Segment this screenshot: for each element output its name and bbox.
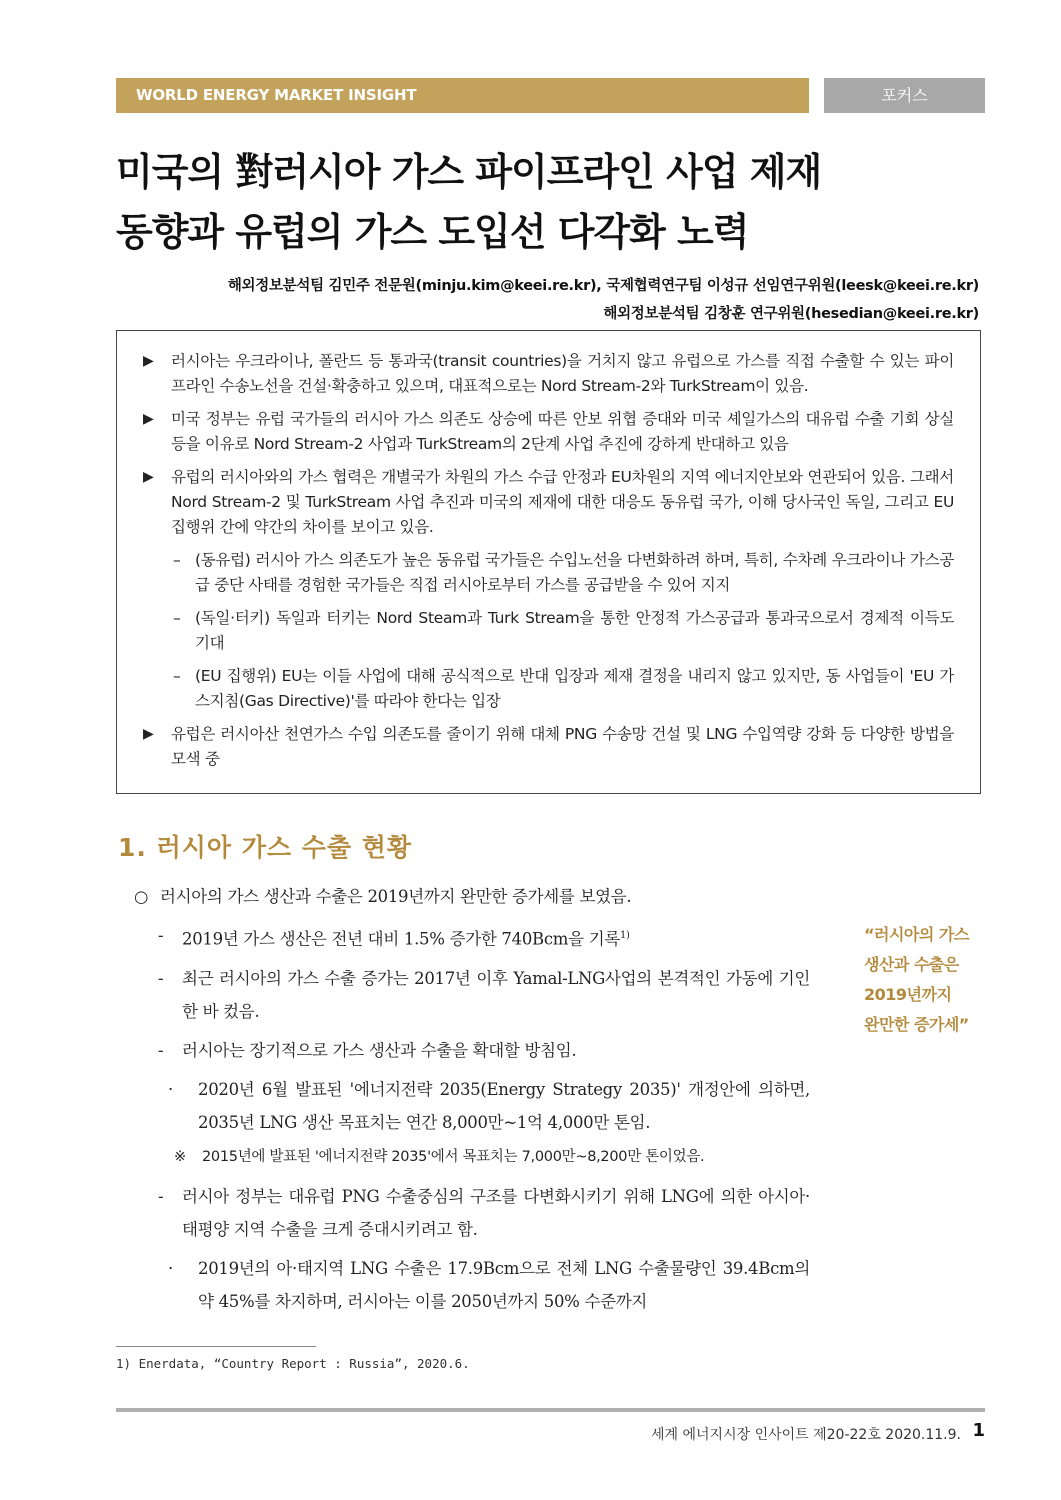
section-title: 1. 러시아 가스 수출 현황 <box>118 833 413 862</box>
summary-bullet <box>143 407 954 457</box>
summary-bullet <box>143 465 954 540</box>
summary-bullet <box>143 349 954 399</box>
title-line-1: 미국의 對러시아 가스 파이프라인 사업 제재 <box>116 150 822 194</box>
dash-bullet-icon: – <box>173 609 181 627</box>
note-text: 2015년에 발표된 '에너지전략 2035'에서 목표치는 7,000만~8,200만 톤이었음. <box>202 1148 705 1165</box>
paragraph-text: 러시아 정부는 대유럽 PNG 수출중심의 구조를 다변화시키기 위해 LNG에 의한 아시아·태평양 지역 수출을 크게 증대시키려고 함. <box>182 1186 810 1239</box>
summary-sub-text: (동유럽) 러시아 가스 의존도가 높은 동유럽 국가들은 수입노선을 다변화하려 하며, 특히, 수차례 우크라이나 가스공급 중단 사태를 경험한 국가들은 직접 러시아로부터 가스를 공급받을 수 있어 지지 <box>195 551 954 594</box>
footer-rule <box>116 1408 985 1412</box>
dot-bullet-icon: · <box>168 1079 173 1099</box>
body-paragraph <box>158 919 810 956</box>
dash-bullet-icon: - <box>158 1186 164 1206</box>
body-paragraph <box>168 1073 810 1139</box>
authors-line-2: 해외정보분석팀 김창훈 연구위원(hesedian@keei.re.kr) <box>603 306 979 322</box>
summary-sub-text: (EU 집행위) EU는 이들 사업에 대해 공식적으로 반대 입장과 제재 결정을 내리지 않고 있지만, 동 사업들이 'EU 가스지침(Gas Directive)'를 따라야 한다는 입장 <box>195 667 954 710</box>
summary-bullet-text: 미국 정부는 유럽 국가들의 러시아 가스 의존도 상승에 따른 안보 위협 증대와 미국 셰일가스의 대유럽 수출 기회 상실 등을 이유로 Nord Stream-2 사업과 TurkStream의 2단계 사업 추진에 강하게 반대하고 있음 <box>171 410 954 453</box>
pull-quote-line: 생산과 수출은 <box>864 955 959 974</box>
paragraph-text: 러시아의 가스 생산과 수출은 2019년까지 완만한 증가세를 보였음. <box>160 887 632 906</box>
footer-publication: 세계 에너지시장 인사이트 제20-22호 2020.11.9. <box>651 1427 961 1443</box>
footnote: 1) Enerdata, “Country Report : Russia”, 2020.6. <box>116 1356 470 1371</box>
paragraph-text: 2019년의 아·태지역 LNG 수출은 17.9Bcm으로 전체 LNG 수출물량인 39.4Bcm의 약 45%를 차지하며, 러시아는 이를 2050년까지 50% 수준까지 <box>198 1258 810 1311</box>
dash-bullet-icon: - <box>158 1040 164 1060</box>
summary-bullet-text: 러시아는 우크라이나, 폴란드 등 통과국(transit countries)을 거치지 않고 유럽으로 가스를 직접 수출할 수 있는 파이프라인 수송노선을 건설·확충하고 있으며, 대표적으로는 Nord Stream-2와 TurkStream이 있음. <box>171 352 954 395</box>
summary-sub-item <box>173 606 954 656</box>
pull-quote-line: 2019년까지 <box>864 985 952 1004</box>
authors <box>228 272 979 328</box>
paragraph-text: 최근 러시아의 가스 수출 증가는 2017년 이후 Yamal-LNG사업의 본격적인 가동에 기인한 바 컸음. <box>182 968 810 1021</box>
paragraph-text <box>182 919 810 956</box>
pull-quote <box>864 920 994 1040</box>
body-paragraph <box>134 880 810 913</box>
triangle-bullet-icon: ▶ <box>143 726 154 742</box>
title-line-2: 동향과 유럽의 가스 도입선 다각화 노력 <box>116 210 749 254</box>
summary-bullet-text: 유럽의 러시아와의 가스 협력은 개별국가 차원의 가스 수급 안정과 EU차원의 지역 에너지안보와 연관되어 있음. 그래서 Nord Stream-2 및 TurkStream 사업 추진과 미국의 제재에 대한 대응도 동유럽 국가, 이해 당사국인 독일, 그리고 EU 집행위 간에 약간의 차이를 보이고 있음. <box>171 468 954 536</box>
dash-bullet-icon: – <box>173 667 181 685</box>
pull-quote-line: “러시아의 가스 <box>864 925 969 944</box>
summary-sub-text: (독일·터키) 독일과 터키는 Nord Steam과 Turk Stream을 통한 안정적 가스공급과 통과국으로서 경제적 이득도 기대 <box>195 609 954 652</box>
paragraph-text-main: 2019년 가스 생산은 전년 대비 1.5% 증가한 740Bcm을 기록 <box>182 929 620 949</box>
page-number: 1 <box>972 1420 985 1441</box>
dot-bullet-icon: · <box>168 1258 173 1278</box>
authors-line-1: 해외정보분석팀 김민주 전문원(minju.kim@keei.re.kr), 국제협력연구팀 이성규 선임연구위원(leesk@keei.re.kr) <box>227 278 979 294</box>
summary-bullet <box>143 722 954 772</box>
reference-mark-icon: ※ <box>174 1148 186 1165</box>
summary-sub-item <box>173 664 954 714</box>
dash-bullet-icon: – <box>173 551 181 569</box>
body-paragraph <box>158 1034 810 1067</box>
dash-bullet-icon: - <box>158 926 164 945</box>
body-note <box>174 1141 810 1174</box>
footnote-ref[interactable]: 1) <box>620 930 630 941</box>
summary-bullet-text: 유럽은 러시아산 천연가스 수입 의존도를 줄이기 위해 대체 PNG 수송망 건설 및 LNG 수입역량 강화 등 다양한 방법을 모색 중 <box>171 725 954 768</box>
triangle-bullet-icon: ▶ <box>143 469 154 485</box>
body-text <box>134 880 810 1318</box>
page-title <box>116 142 986 262</box>
body-paragraph <box>158 1180 810 1246</box>
paragraph-text: 2020년 6월 발표된 '에너지전략 2035(Energy Strategy 2035)' 개정안에 의하면, 2035년 LNG 생산 목표치는 연간 8,000만~1억 4,000만 톤임. <box>198 1079 810 1132</box>
triangle-bullet-icon: ▶ <box>143 353 154 369</box>
paragraph-text: 러시아는 장기적으로 가스 생산과 수출을 확대할 방침임. <box>182 1040 577 1060</box>
triangle-bullet-icon: ▶ <box>143 411 154 427</box>
header-brand-bar: WORLD ENERGY MARKET INSIGHT <box>116 78 809 113</box>
dash-bullet-icon: - <box>158 968 164 988</box>
pull-quote-line: 완만한 증가세” <box>864 1015 969 1034</box>
summary-sub-item <box>173 548 954 598</box>
circle-bullet-icon: ○ <box>134 887 149 906</box>
header-section-label: 포커스 <box>824 78 985 113</box>
footnote-divider <box>116 1346 316 1347</box>
body-paragraph <box>168 1252 810 1318</box>
body-paragraph <box>158 962 810 1028</box>
summary-box <box>116 330 981 794</box>
